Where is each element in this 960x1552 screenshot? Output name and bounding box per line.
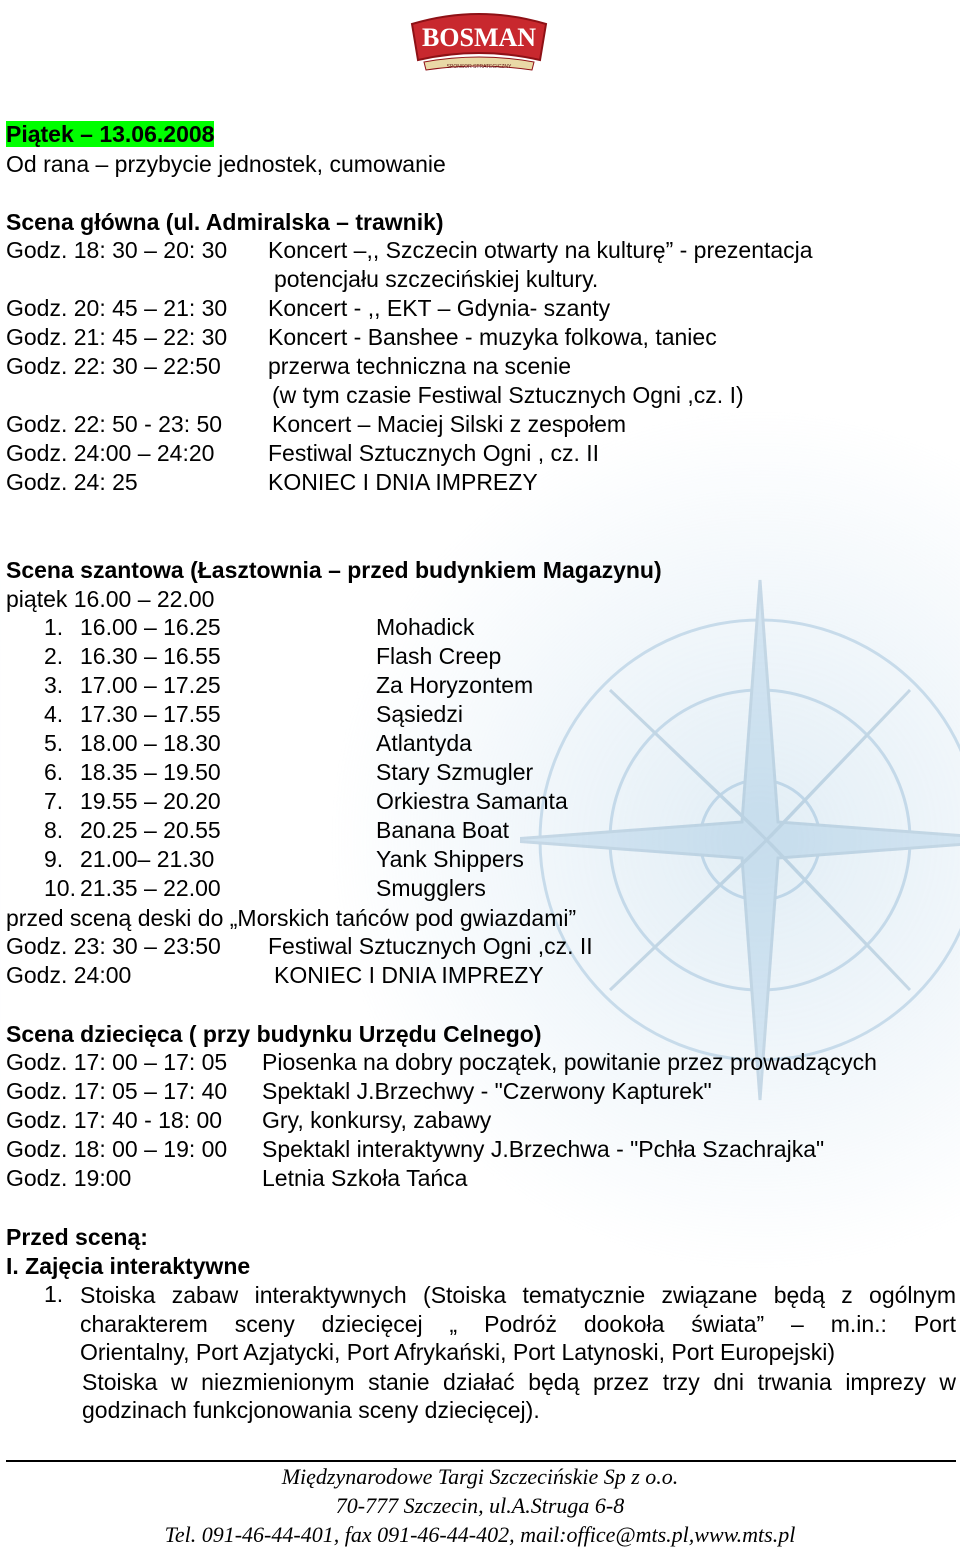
main-row-desc: przerwa techniczna na scenie [268,353,571,379]
kids-row-desc: Spektakl J.Brzechwy - "Czerwony Kapturek" [262,1078,712,1104]
kids-row-desc: Piosenka na dobry początek, powitanie przez prowadzących [262,1049,877,1075]
kids-row-desc: Letnia Szkoła Tańca [262,1165,468,1191]
main-row-time: Godz. 22: 50 - 23: 50 [6,411,223,437]
front-heading: Przed sceną: [6,1224,148,1250]
logo-tagline: SPONSOR STRATEGICZNY [446,64,512,70]
kids-row-desc: Spektakl interaktywny J.Brzechwa - "Pchła Szachrajka" [262,1136,825,1162]
list-item-time: 17.30 – 17.55 [80,701,221,727]
list-item-time: 18.35 – 19.50 [80,759,221,785]
kids-row-desc: Gry, konkursy, zabawy [262,1107,492,1133]
list-item-band: Flash Creep [376,643,502,669]
list-item-num: 2. [44,643,64,669]
shanty-note: przed sceną deski do „Morskich tańców pod gwiazdami” [6,905,577,931]
day-intro: Od rana – przybycie jednostek, cumowanie [6,151,446,177]
list-item-num: 4. [44,701,64,727]
list-item-band: Za Horyzontem [376,672,534,698]
list-item-time: 20.25 – 20.55 [80,817,221,843]
front-paragraph-line: Stoiska w niezmienionym stanie działać będą przez trzy dni trwania imprezy w [82,1369,956,1395]
list-item-num: 5. [44,730,64,756]
footer-address: 70-777 Szczecin, ul.A.Struga 6-8 [335,1493,625,1518]
shanty-stage-subheading: piątek 16.00 – 22.00 [6,586,215,612]
front-paragraph-line: godzinach funkcjonowania sceny dziecięcej). [82,1397,540,1423]
list-item-time: 19.55 – 20.20 [80,788,221,814]
front-paragraph-line: charakterem sceny dziecięcej „ Podróż dookoła świata” – m.in.: Port [80,1311,956,1337]
footer-company: Międzynarodowe Targi Szczecińskie Sp z o.o. [281,1464,679,1489]
list-item-band: Smugglers [376,875,486,901]
list-item-band: Orkiestra Samanta [376,788,568,814]
list-item-time: 17.00 – 17.25 [80,672,221,698]
main-row-time: Godz. 24:00 – 24:20 [6,440,215,466]
main-row-desc: KONIEC I DNIA IMPREZY [268,469,538,495]
shanty-stage-heading: Scena szantowa (Łasztownia – przed budynkiem Magazynu) [6,557,662,583]
shanty-extra-desc: Festiwal Sztucznych Ogni ,cz. II [268,933,593,959]
compass-watermark-icon [520,560,960,1120]
list-item-num: 7. [44,788,64,814]
list-item-band: Stary Szmugler [376,759,534,785]
front-paragraph-line: Orientalny, Port Azjatycki, Port Afrykański, Port Latynoski, Port Europejski) [80,1339,836,1365]
kids-row-time: Godz. 17: 00 – 17: 05 [6,1049,228,1075]
list-item-num: 10. [44,875,76,901]
list-item-time: 21.35 – 22.00 [80,875,221,901]
main-row-desc: Koncert – Maciej Silski z zespołem [272,411,627,437]
day-title: Piątek – 13.06.2008 [6,121,215,147]
shanty-extra-desc: KONIEC I DNIA IMPREZY [274,962,544,988]
list-item-time: 21.00– 21.30 [80,846,215,872]
list-item-num: 9. [44,846,64,872]
kids-row-time: Godz. 17: 05 – 17: 40 [6,1078,228,1104]
kids-row-time: Godz. 18: 00 – 19: 00 [6,1136,228,1162]
main-row-desc: Koncert - Banshee - muzyka folkowa, taniec [268,324,717,350]
shanty-extra-time: Godz. 23: 30 – 23:50 [6,933,221,959]
main-row-time: Godz. 21: 45 – 22: 30 [6,324,228,350]
kids-stage-heading: Scena dziecięca ( przy budynku Urzędu Celnego) [6,1021,542,1047]
list-item-num: 6. [44,759,64,785]
front-item-num: 1. [44,1281,64,1307]
list-item-time: 18.00 – 18.30 [80,730,221,756]
list-item-band: Mohadick [376,614,475,640]
shanty-extra-time: Godz. 24:00 [6,962,132,988]
list-item-num: 3. [44,672,64,698]
main-row-desc: Koncert –,, Szczecin otwarty na kulturę” - prezentacja [268,237,813,263]
main-stage-heading: Scena główna (ul. Admiralska – trawnik) [6,209,444,235]
main-row-desc-cont: (w tym czasie Festiwal Sztucznych Ogni ,cz. I) [272,382,744,408]
list-item-band: Yank Shippers [376,846,524,872]
main-row-desc: Festiwal Sztucznych Ogni , cz. II [268,440,600,466]
front-subheading: I. Zajęcia interaktywne [6,1253,251,1279]
kids-row-time: Godz. 19:00 [6,1165,132,1191]
list-item-num: 8. [44,817,64,843]
footer-contact: Tel. 091-46-44-401, fax 091-46-44-402, mail:office@mts.pl,www.mts.pl [164,1522,796,1547]
kids-row-time: Godz. 17: 40 - 18: 00 [6,1107,223,1133]
main-row-desc-cont: potencjału szczecińskiej kultury. [274,266,599,292]
main-row-time: Godz. 18: 30 – 20: 30 [6,237,228,263]
list-item-time: 16.00 – 16.25 [80,614,221,640]
main-row-time: Godz. 20: 45 – 21: 30 [6,295,228,321]
list-item-time: 16.30 – 16.55 [80,643,221,669]
list-item-num: 1. [44,614,64,640]
bosman-logo [404,4,554,76]
list-item-band: Sąsiedzi [376,701,463,727]
front-paragraph-line: Stoiska zabaw interaktywnych (Stoiska tematycznie związane będą z ogólnym [80,1282,956,1308]
main-row-desc: Koncert - ,, EKT – Gdynia- szanty [268,295,611,321]
main-row-time: Godz. 22: 30 – 22:50 [6,353,221,379]
list-item-band: Banana Boat [376,817,510,843]
logo-brand: BOSMAN [421,23,537,52]
main-row-time: Godz. 24: 25 [6,469,138,495]
list-item-band: Atlantyda [376,730,472,756]
